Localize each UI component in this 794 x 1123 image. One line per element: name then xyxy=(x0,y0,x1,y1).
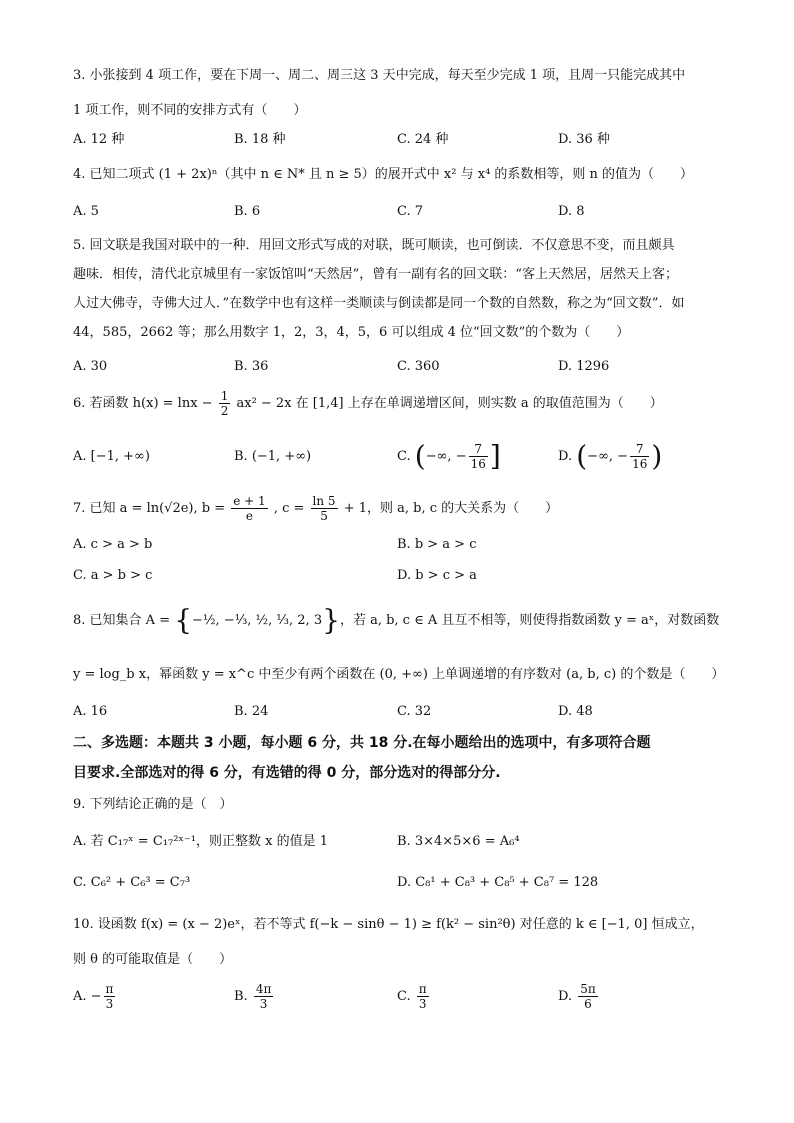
section2-heading-line2: 目要求.全部选对的得 6 分，有选错的得 0 分，部分选对的得部分分. xyxy=(73,765,501,781)
q6-option-d-close-paren: ) xyxy=(651,439,663,473)
q7-option-a: A. c > a > b xyxy=(73,537,153,552)
q6-stem xyxy=(73,388,663,420)
q7-option-b: B. b > a > c xyxy=(397,537,477,552)
q10-option-b-den: 3 xyxy=(259,997,268,1011)
q10-option-c xyxy=(397,980,431,1014)
q6-half-fraction xyxy=(219,389,231,418)
q7-b-fraction xyxy=(231,494,267,523)
q7-c-fraction xyxy=(311,494,338,523)
q7-option-c: C. a > b > c xyxy=(73,568,153,583)
q6-option-c-den: 16 xyxy=(470,457,486,471)
q4-option-c: C. 7 xyxy=(397,204,424,219)
q6-option-c-close-bracket: ] xyxy=(489,439,501,473)
q7-b-num: e + 1 xyxy=(233,494,266,508)
q3-option-c: C. 24 种 xyxy=(397,132,449,147)
q6-option-d-label: D. xyxy=(558,449,573,464)
q8-set-items: −½, −⅓, ½, ⅓, 2, 3 xyxy=(192,613,323,628)
q6-frac-num: 1 xyxy=(220,389,229,403)
q6-option-c-num: 7 xyxy=(469,442,488,457)
q8-option-c: C. 32 xyxy=(397,704,432,719)
q10-option-c-den: 3 xyxy=(418,997,427,1011)
q10-option-a-den: 3 xyxy=(105,997,114,1011)
q7-stem-part1: 7. 已知 a = ln(√2e), b = xyxy=(73,501,226,516)
q5-stem-line1: 5. 回文联是我国对联中的一种．用回文形式写成的对联，既可顺读，也可倒读．不仅意思不变，而且颇具 xyxy=(73,238,675,253)
q10-option-d-fraction xyxy=(578,982,598,1011)
q10-option-a xyxy=(73,980,117,1014)
q10-option-b-fraction xyxy=(254,982,274,1011)
q10-option-d-label: D. xyxy=(558,989,573,1004)
q6-option-d-expr: −∞, − xyxy=(587,449,629,464)
q5-stem-line3: 人过大佛寺，寺佛大过人．”在数学中也有这样一类顺读与倒读都是同一个数的自然数，称之为“回文数”．如 xyxy=(73,296,685,311)
q5-stem-line4: 44，585，2662 等；那么用数字 1，2，3，4，5，6 可以组成 4 位“回文数”的个数为（ ） xyxy=(73,325,630,340)
q6-option-c-expr: −∞, − xyxy=(425,449,467,464)
q9-option-c: C. C₆² + C₆³ = C₇³ xyxy=(73,875,191,890)
q10-option-a-fraction xyxy=(104,982,116,1011)
q6-option-c-label: C. xyxy=(397,449,411,464)
q9-option-b: B. 3×4×5×6 = A₆⁴ xyxy=(397,834,520,849)
q6-option-b: B. (−1, +∞) xyxy=(234,449,312,464)
q9-stem: 9. 下列结论正确的是（ ） xyxy=(73,797,233,812)
q3-option-d: D. 36 种 xyxy=(558,132,610,147)
q7-c-den: 5 xyxy=(320,509,328,523)
q6-option-a: A. [−1, +∞) xyxy=(73,449,150,464)
q8-set-close-brace: } xyxy=(322,603,340,637)
q10-option-d-den: 6 xyxy=(584,997,592,1011)
q8-option-b: B. 24 xyxy=(234,704,269,719)
q3-option-b: B. 18 种 xyxy=(234,132,286,147)
q7-stem-part3: + 1，则 a, b, c 的大关系为（ ） xyxy=(343,501,559,516)
q7-stem-part2: , c = xyxy=(273,501,305,516)
q10-stem-line2: 则 θ 的可能取值是（ ） xyxy=(73,952,233,967)
q7-c-num: ln 5 xyxy=(312,494,336,508)
q6-option-d-num: 7 xyxy=(630,442,649,457)
q8-stem-line1 xyxy=(73,604,719,638)
q6-option-d-fraction xyxy=(630,442,649,471)
q6-option-c-open-paren: ( xyxy=(414,439,426,473)
q8-set-open-brace: { xyxy=(174,603,193,637)
q5-option-d: D. 1296 xyxy=(558,359,610,374)
q5-option-b: B. 36 xyxy=(234,359,269,374)
q10-option-a-num: π xyxy=(105,982,114,996)
q6-stem-part2: ax² − 2x 在 [1,4] 上存在单调递增区间，则实数 a 的取值范围为（ ） xyxy=(236,396,663,411)
q4-option-a: A. 5 xyxy=(73,204,99,219)
q8-stem-line2: y = log_b x，幂函数 y = x^c 中至少有两个函数在 (0, +∞) 上单调递增的有序数对 (a, b, c) 的个数是（ ） xyxy=(73,667,725,682)
q6-option-c xyxy=(397,440,501,474)
q8-stem-part2: ，若 a, b, c ∈ A 且互不相等，则使得指数函数 y = aˣ，对数函数 xyxy=(339,613,720,628)
q5-option-c: C. 360 xyxy=(397,359,440,374)
q10-stem-line1: 10. 设函数 f(x) = (x − 2)eˣ，若不等式 f(−k − sinθ − 1) ≥ f(k² − sin²θ) 对任意的 k ∈ [−1, 0] 恒成立， xyxy=(73,917,704,932)
q8-option-a: A. 16 xyxy=(73,704,108,719)
q9-option-a: A. 若 C₁₇ˣ = C₁₇²ˣ⁻¹，则正整数 x 的值是 1 xyxy=(73,834,328,849)
q6-stem-part1: 6. 若函数 h(x) = lnx − xyxy=(73,396,213,411)
q7-stem xyxy=(73,492,558,526)
q5-option-a: A. 30 xyxy=(73,359,108,374)
q6-option-d-den: 16 xyxy=(632,457,648,471)
q10-option-b-label: B. xyxy=(234,989,248,1004)
q3-stem-line2: 1 项工作，则不同的安排方式有（ ） xyxy=(73,103,307,118)
q8-stem-part1: 8. 已知集合 A = xyxy=(73,613,175,628)
q10-option-a-label: A. − xyxy=(73,989,102,1004)
q3-option-a: A. 12 种 xyxy=(73,132,125,147)
q6-option-c-fraction xyxy=(469,442,488,471)
q7-b-den: e xyxy=(245,509,254,523)
q10-option-c-label: C. xyxy=(397,989,411,1004)
q5-stem-line2: 趣味．相传，清代北京城里有一家饭馆叫“天然居”，曾有一副有名的回文联：“客上天然居，居然天上客； xyxy=(73,267,678,282)
q8-option-d: D. 48 xyxy=(558,704,593,719)
q7-option-d: D. b > c > a xyxy=(397,568,477,583)
q4-option-d: D. 8 xyxy=(558,204,585,219)
section2-heading-line1: 二、多选题：本题共 3 小题，每小题 6 分，共 18 分.在每小题给出的选项中，有多项符合题 xyxy=(73,735,651,751)
q10-option-b xyxy=(234,980,275,1014)
q3-stem-line1: 3. 小张接到 4 项工作，要在下周一、周二、周三这 3 天中完成，每天至少完成 1 项，且周一只能完成其中 xyxy=(73,68,686,83)
q10-option-c-num: π xyxy=(418,982,427,996)
q10-option-b-num: 4π xyxy=(255,982,272,996)
q10-option-c-fraction xyxy=(417,982,429,1011)
q4-option-b: B. 6 xyxy=(234,204,261,219)
q9-option-d: D. C₈¹ + C₈³ + C₈⁵ + C₈⁷ = 128 xyxy=(397,875,599,890)
q4-stem: 4. 已知二项式 (1 + 2x)ⁿ（其中 n ∈ N* 且 n ≥ 5）的展开式中 x² 与 x⁴ 的系数相等，则 n 的值为（ ） xyxy=(73,167,694,182)
q6-frac-den: 2 xyxy=(220,404,229,418)
q6-option-d xyxy=(558,440,662,474)
q6-option-d-open-paren: ( xyxy=(576,439,588,473)
q10-option-d-num: 5π xyxy=(580,982,596,996)
q10-option-d xyxy=(558,980,600,1014)
